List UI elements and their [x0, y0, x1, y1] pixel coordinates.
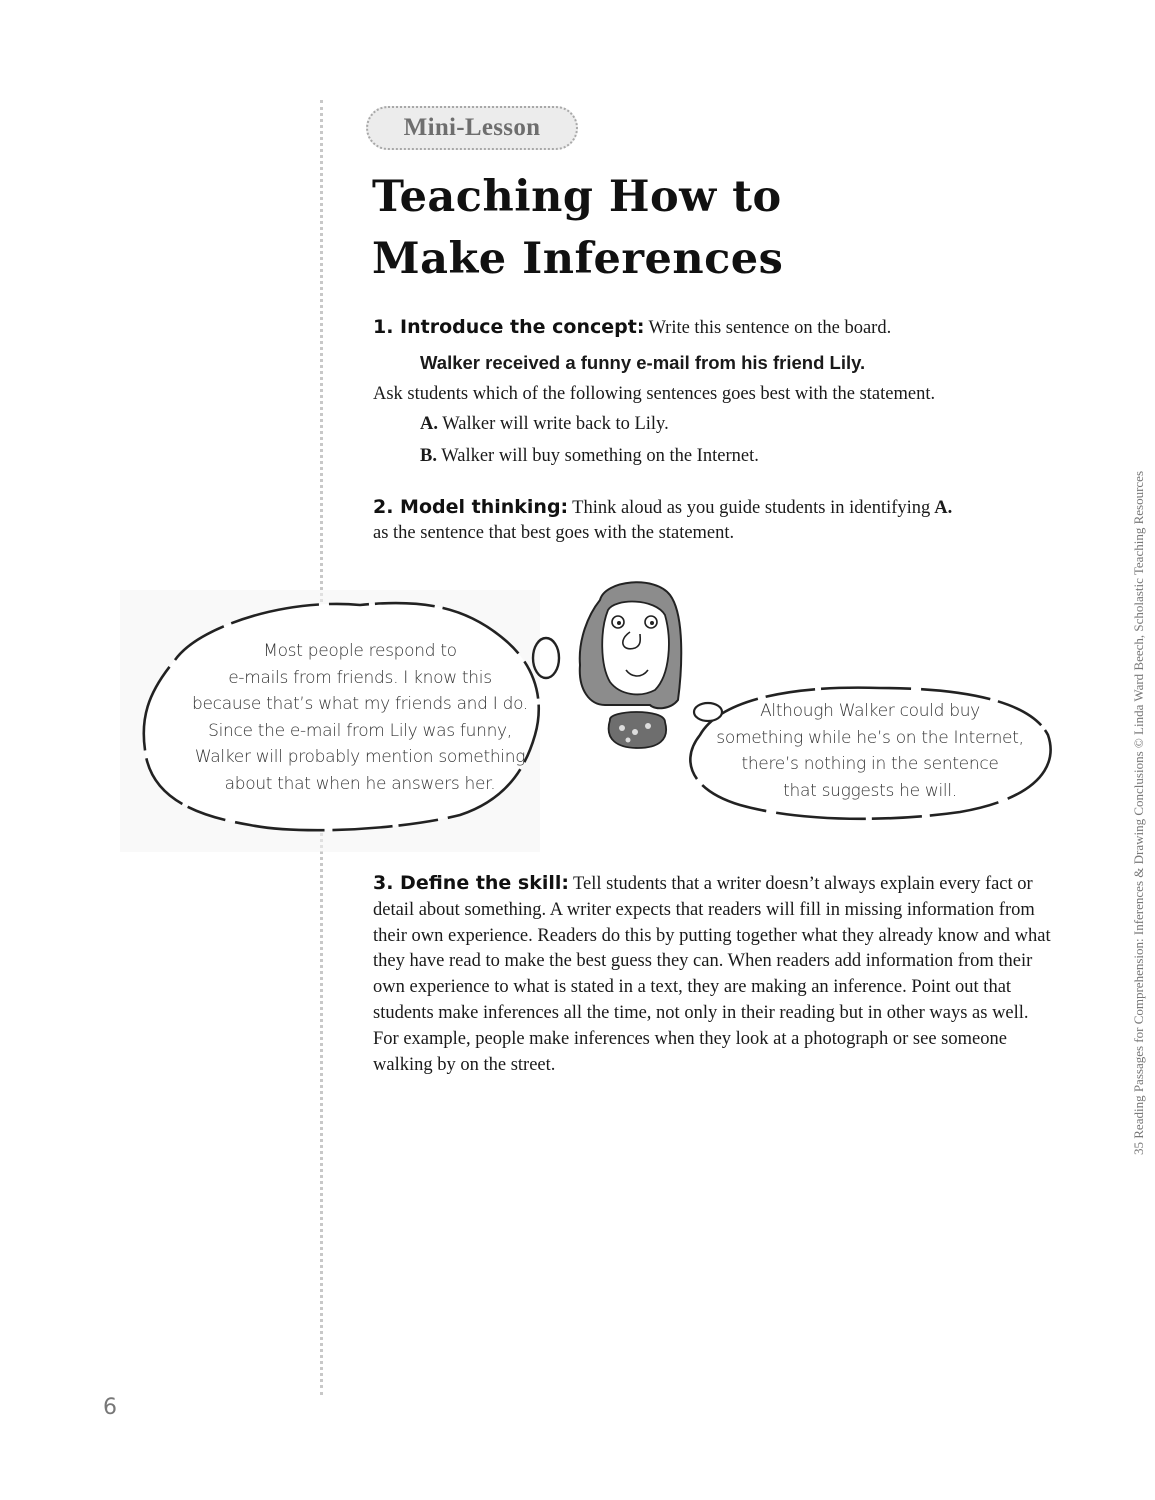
badge-label: Mini-Lesson	[403, 114, 541, 141]
option-a-text: Walker will write back to Lily.	[442, 414, 669, 434]
step-2-heading: 2. Model thinking:	[373, 496, 569, 518]
bubble-line: about that when he answers her.	[224, 773, 496, 794]
title-line-1: Teaching How to	[372, 172, 782, 222]
page-number: 6	[103, 1395, 117, 1420]
step-1-text: Write this sentence on the board.	[648, 318, 892, 338]
bubble-line: something while he’s on the Internet,	[716, 727, 1024, 748]
bubble-line: that suggests he will.	[783, 780, 957, 801]
step-3-text: Tell students that a writer doesn’t always explain every fact or detail about something. A writer expects that readers will fill in missing information from their own experience. Readers do this by putting together what they already know and what they have read to make the best guess they can. When readers add information from their own experience to what is stated in a text, they are making an inference. Point out that students make inferences all the time, not only in their reading but in other ways as well. For example, people make inferences when they look at a photograph or see someone walking by on the street.	[373, 874, 1051, 1075]
bubble-line: because that’s what my friends and I do.	[192, 694, 528, 714]
bubble-line: Most people respond to	[263, 641, 457, 661]
bubble-line: Since the e-mail from Lily was funny,	[208, 720, 512, 741]
option-a-letter: A.	[420, 414, 438, 434]
sidebar-credit: 35 Reading Passages for Comprehension: Inferences & Drawing Conclusions © Linda Ward Beech, Scholastic Teaching Resources	[1131, 471, 1146, 1155]
title-line-2: Make Inferences	[372, 234, 784, 284]
bubble-line: Walker will probably mention something	[194, 747, 526, 767]
example-sentence: Walker received a funny e-mail from his friend Lily.	[420, 352, 866, 373]
bubble-line: there’s nothing in the sentence	[741, 754, 999, 774]
bubble-line: Although Walker could buy	[760, 701, 980, 721]
step-1-heading: 1. Introduce the concept:	[373, 316, 645, 338]
right-thought-bubble	[700, 698, 1040, 804]
step-2-answer: A.	[934, 498, 953, 518]
step-2-text-line-2: as the sentence that best goes with the statement.	[373, 523, 735, 543]
step-3	[373, 871, 1053, 1078]
step-1-prompt: Ask students which of the following sentences goes best with the statement.	[373, 384, 936, 404]
option-b-letter: B.	[420, 446, 437, 466]
step-3-heading: 3. Define the skill:	[373, 872, 570, 894]
step-2-text-line-1: Think aloud as you guide students in identifying	[572, 498, 931, 518]
bubble-line: e-mails from friends. I know this	[228, 667, 492, 688]
option-b-text: Walker will buy something on the Internet.	[441, 446, 759, 466]
